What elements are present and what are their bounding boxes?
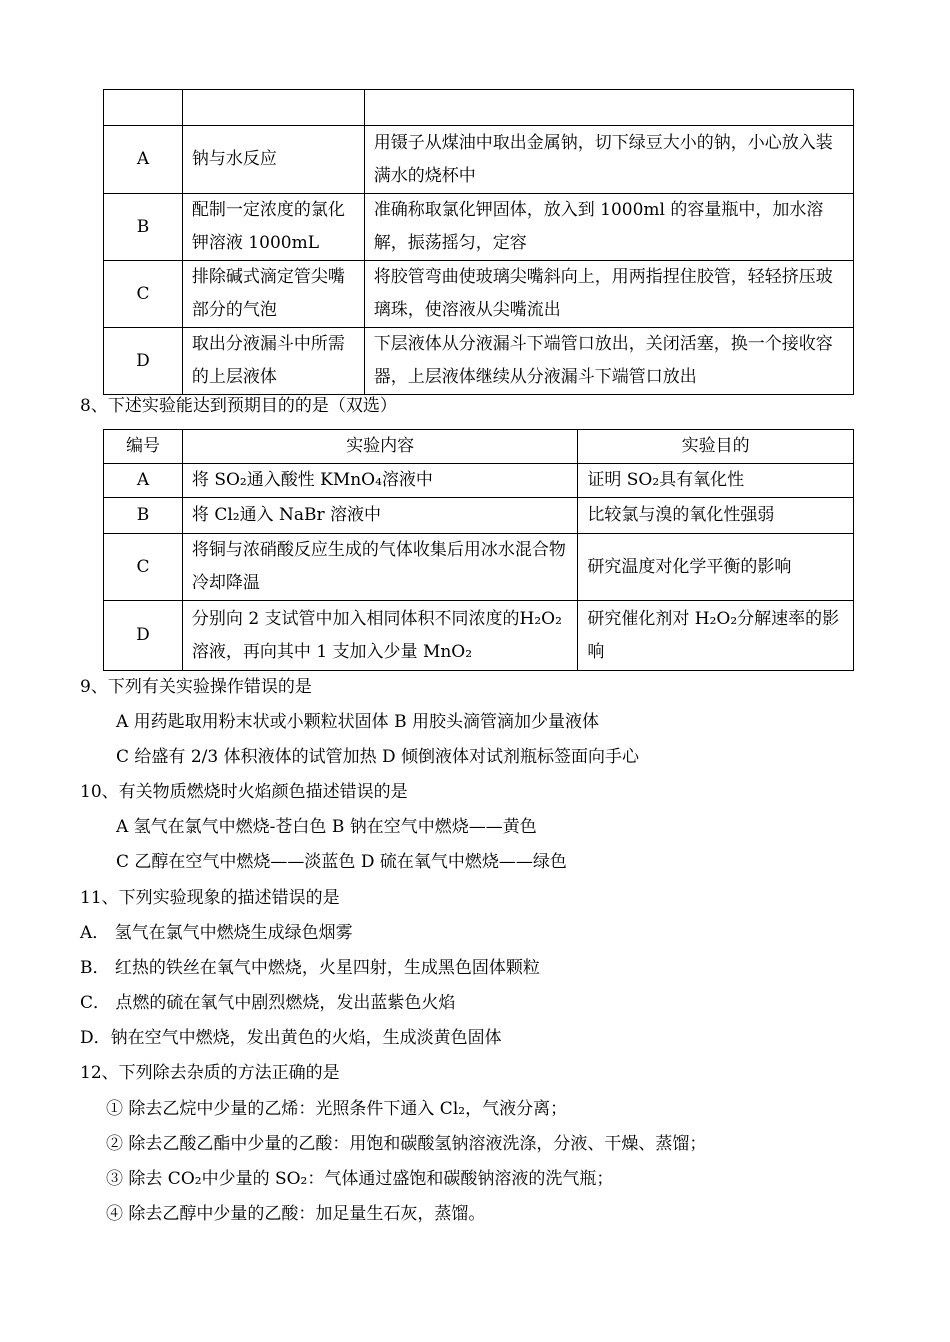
cell-name: 钠与水反应 xyxy=(182,126,364,194)
cell-name: 配制一定浓度的氯化钾溶液 1000mL xyxy=(182,194,364,261)
question-12-item-2: ② 除去乙酸乙酯中少量的乙酸：用饱和碳酸氢钠溶液洗涤，分液、干燥、蒸馏； xyxy=(106,1134,707,1154)
cell-content: 将 Cl₂通入 NaBr 溶液中 xyxy=(182,498,577,534)
question-11-option-d: D．钠在空气中燃烧，发出黄色的火焰，生成淡黄色固体 xyxy=(80,1028,502,1048)
cell-content: 将 SO₂通入酸性 KMnO₄溶液中 xyxy=(182,464,577,498)
header-id: 编号 xyxy=(104,430,183,464)
table-row xyxy=(104,601,854,671)
cell-content: 分别向 2 支试管中加入相同体积不同浓度的H₂O₂溶液，再向其中 1 支加入少量 MnO₂ xyxy=(182,601,577,671)
table-q8 xyxy=(103,429,854,671)
table-header-row xyxy=(104,430,854,464)
header-purpose: 实验目的 xyxy=(578,430,854,464)
table-row xyxy=(104,261,854,328)
question-8-title: 8、下述实验能达到预期目的的是（双选） xyxy=(80,396,397,416)
cell-op: 将胶管弯曲使玻璃尖嘴斜向上，用两指捏住胶管，轻轻挤压玻璃珠，使溶液从尖嘴流出 xyxy=(364,261,853,328)
cell-id: B xyxy=(104,498,183,534)
table-row xyxy=(104,534,854,601)
cell-id xyxy=(104,90,183,126)
cell-purpose: 比较氯与溴的氧化性强弱 xyxy=(578,498,854,534)
table-row xyxy=(104,498,854,534)
question-11-option-b: B． 红热的铁丝在氧气中燃烧，火星四射，生成黑色固体颗粒 xyxy=(80,958,540,978)
cell-id: B xyxy=(104,194,183,261)
cell-op: 准确称取氯化钾固体，放入到 1000ml 的容量瓶中，加水溶解，振荡摇匀，定容 xyxy=(364,194,853,261)
question-9-options-line1: A 用药匙取用粉末状或小颗粒状固体 B 用胶头滴管滴加少量液体 xyxy=(116,712,599,732)
cell-name: 排除碱式滴定管尖嘴部分的气泡 xyxy=(182,261,364,328)
cell-id: A xyxy=(104,126,183,194)
cell-name: 取出分液漏斗中所需的上层液体 xyxy=(182,328,364,395)
table-row xyxy=(104,464,854,498)
question-10-options-line2: C 乙醇在空气中燃烧——淡蓝色 D 硫在氧气中燃烧——绿色 xyxy=(116,852,567,872)
table-row xyxy=(104,126,854,194)
table-row xyxy=(104,328,854,395)
question-11-option-a: A． 氢气在氯气中燃烧生成绿色烟雾 xyxy=(80,923,353,943)
cell-name xyxy=(182,90,364,126)
cell-id: D xyxy=(104,601,183,671)
table-q7 xyxy=(103,89,854,395)
header-content: 实验内容 xyxy=(182,430,577,464)
cell-op: 下层液体从分液漏斗下端管口放出，关闭活塞，换一个接收容器，上层液体继续从分液漏斗下端管口放出 xyxy=(364,328,853,395)
cell-op: 用镊子从煤油中取出金属钠，切下绿豆大小的钠，小心放入装满水的烧杯中 xyxy=(364,126,853,194)
cell-purpose: 研究催化剂对 H₂O₂分解速率的影响 xyxy=(578,601,854,671)
cell-id: C xyxy=(104,261,183,328)
table-row xyxy=(104,90,854,126)
cell-op xyxy=(364,90,853,126)
cell-id: A xyxy=(104,464,183,498)
cell-purpose: 研究温度对化学平衡的影响 xyxy=(578,534,854,601)
question-12-title: 12、下列除去杂质的方法正确的是 xyxy=(80,1063,340,1083)
question-11-option-c: C． 点燃的硫在氧气中剧烈燃烧，发出蓝紫色火焰 xyxy=(80,993,456,1013)
cell-id: D xyxy=(104,328,183,395)
question-10-options-line1: A 氢气在氯气中燃烧-苍白色 B 钠在空气中燃烧——黄色 xyxy=(116,817,537,837)
cell-purpose: 证明 SO₂具有氧化性 xyxy=(578,464,854,498)
table-row xyxy=(104,194,854,261)
question-12-item-3: ③ 除去 CO₂中少量的 SO₂：气体通过盛饱和碳酸钠溶液的洗气瓶； xyxy=(106,1169,614,1189)
question-12-item-1: ① 除去乙烷中少量的乙烯：光照条件下通入 Cl₂，气液分离； xyxy=(106,1099,568,1119)
question-11-title: 11、下列实验现象的描述错误的是 xyxy=(80,888,340,908)
cell-content: 将铜与浓硝酸反应生成的气体收集后用冰水混合物冷却降温 xyxy=(182,534,577,601)
question-9-options-line2: C 给盛有 2/3 体积液体的试管加热 D 倾倒液体对试剂瓶标签面向手心 xyxy=(116,747,640,767)
question-10-title: 10、有关物质燃烧时火焰颜色描述错误的是 xyxy=(80,782,408,802)
cell-id: C xyxy=(104,534,183,601)
question-12-item-4: ④ 除去乙醇中少量的乙酸：加足量生石灰，蒸馏。 xyxy=(106,1204,486,1224)
question-9-title: 9、下列有关实验操作错误的是 xyxy=(80,677,312,697)
